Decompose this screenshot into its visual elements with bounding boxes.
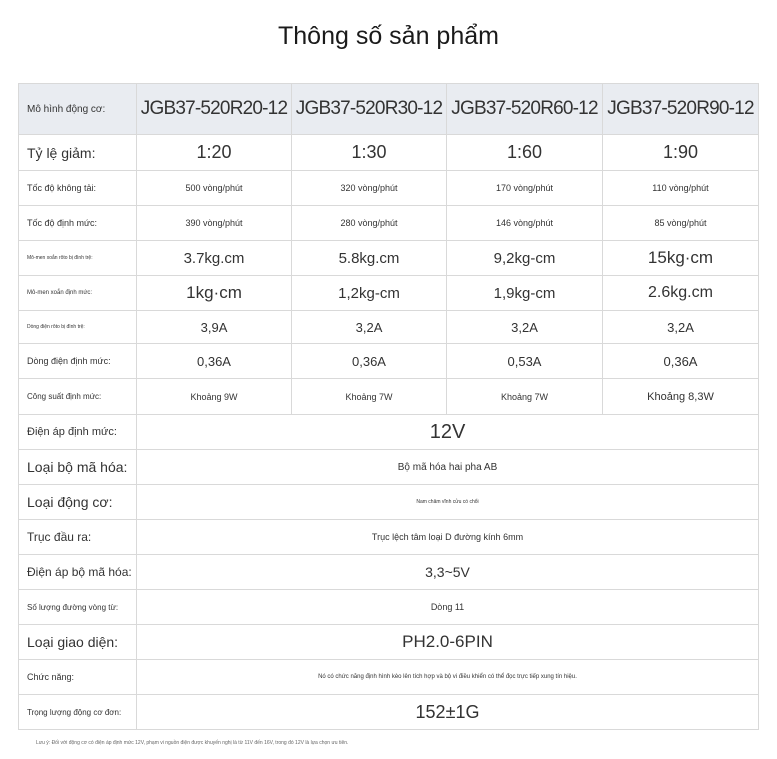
table-row xyxy=(19,520,759,555)
row-label: Công suất định mức: xyxy=(19,379,137,415)
row-value: 0,53A xyxy=(447,344,603,379)
row-value: 1kg·cm xyxy=(137,276,292,311)
row-label: Tốc độ định mức: xyxy=(19,206,137,241)
row-value: 1:30 xyxy=(292,135,447,171)
model-label: Mô hình động cơ: xyxy=(19,84,137,135)
table-row xyxy=(19,695,759,730)
row-value: 3,3~5V xyxy=(137,555,759,590)
row-label: Tỷ lệ giảm: xyxy=(19,135,137,171)
spec-table xyxy=(18,83,759,730)
row-value: 390 vòng/phút xyxy=(137,206,292,241)
row-value: 320 vòng/phút xyxy=(292,171,447,206)
row-value: 0,36A xyxy=(137,344,292,379)
table-row xyxy=(19,415,759,450)
table-row xyxy=(19,276,759,311)
row-label: Mô-men xoắn rôto bị đình trệ: xyxy=(19,241,137,276)
table-row xyxy=(19,311,759,344)
table-row xyxy=(19,135,759,171)
row-value: 152±1G xyxy=(137,695,759,730)
row-value: 3,2A xyxy=(447,311,603,344)
row-value: 5.8kg.cm xyxy=(292,241,447,276)
row-value: 3,9A xyxy=(137,311,292,344)
row-value: 3.7kg.cm xyxy=(137,241,292,276)
row-value: Trục lệch tâm loại D đường kính 6mm xyxy=(137,520,759,555)
row-label: Mô-men xoắn định mức: xyxy=(19,276,137,311)
model-name: JGB37-520R90-12 xyxy=(603,84,759,135)
row-value: 12V xyxy=(137,415,759,450)
table-row xyxy=(19,555,759,590)
row-value: 500 vòng/phút xyxy=(137,171,292,206)
row-value: 1:20 xyxy=(137,135,292,171)
model-name: JGB37-520R30-12 xyxy=(292,84,447,135)
table-row xyxy=(19,450,759,485)
table-row xyxy=(19,660,759,695)
table-row xyxy=(19,625,759,660)
row-label: Dòng điện rôto bị đình trệ: xyxy=(19,311,137,344)
table-row xyxy=(19,344,759,379)
row-label: Loại bộ mã hóa: xyxy=(19,450,137,485)
row-value: PH2.0-6PIN xyxy=(137,625,759,660)
table-row xyxy=(19,171,759,206)
row-value: Bộ mã hóa hai pha AB xyxy=(137,450,759,485)
table-row xyxy=(19,379,759,415)
row-value: 280 vòng/phút xyxy=(292,206,447,241)
row-value: 170 vòng/phút xyxy=(447,171,603,206)
row-label: Trọng lượng động cơ đơn: xyxy=(19,695,137,730)
row-value: 2.6kg.cm xyxy=(603,276,759,311)
table-row xyxy=(19,590,759,625)
table-header-row xyxy=(19,84,759,135)
row-value: 3,2A xyxy=(292,311,447,344)
row-value: 85 vòng/phút xyxy=(603,206,759,241)
footnote: Lưu ý: Đối với động cơ có điện áp định mức 12V, phạm vi nguồn điện được khuyến nghị là từ 11V đến 16V, trong đó 12V là lựa chọn ưu tiên. xyxy=(36,740,349,746)
row-label: Dòng điện định mức: xyxy=(19,344,137,379)
row-value: 1,9kg-cm xyxy=(447,276,603,311)
row-label: Chức năng: xyxy=(19,660,137,695)
row-value: 146 vòng/phút xyxy=(447,206,603,241)
row-value: 9,2kg-cm xyxy=(447,241,603,276)
row-value: Nam châm vĩnh cửu có chổi xyxy=(137,485,759,520)
row-label: Số lượng đường vòng từ: xyxy=(19,590,137,625)
table-row xyxy=(19,241,759,276)
table-row xyxy=(19,206,759,241)
row-value: 1:60 xyxy=(447,135,603,171)
row-label: Điện áp bộ mã hóa: xyxy=(19,555,137,590)
row-label: Điện áp định mức: xyxy=(19,415,137,450)
row-value: 3,2A xyxy=(603,311,759,344)
table-row xyxy=(19,485,759,520)
row-label: Loại giao diện: xyxy=(19,625,137,660)
row-value: Khoảng 7W xyxy=(447,379,603,415)
row-label: Loại động cơ: xyxy=(19,485,137,520)
row-value: 15kg·cm xyxy=(603,241,759,276)
row-value: Nó có chức năng định hình kèo lên tích hợp và bộ vi điều khiển có thể đọc trực tiếp xung tín hiệu. xyxy=(137,660,759,695)
page-title: Thông số sản phẩm xyxy=(278,22,499,50)
row-value: Khoảng 9W xyxy=(137,379,292,415)
row-label: Trục đầu ra: xyxy=(19,520,137,555)
row-value: 0,36A xyxy=(603,344,759,379)
row-value: Dòng 11 xyxy=(137,590,759,625)
row-value: 110 vòng/phút xyxy=(603,171,759,206)
row-value: Khoảng 7W xyxy=(292,379,447,415)
model-name: JGB37-520R20-12 xyxy=(137,84,292,135)
row-value: 1,2kg-cm xyxy=(292,276,447,311)
row-value: 0,36A xyxy=(292,344,447,379)
row-label: Tốc độ không tải: xyxy=(19,171,137,206)
model-name: JGB37-520R60-12 xyxy=(447,84,603,135)
row-value: 1:90 xyxy=(603,135,759,171)
row-value: Khoảng 8,3W xyxy=(603,379,759,415)
